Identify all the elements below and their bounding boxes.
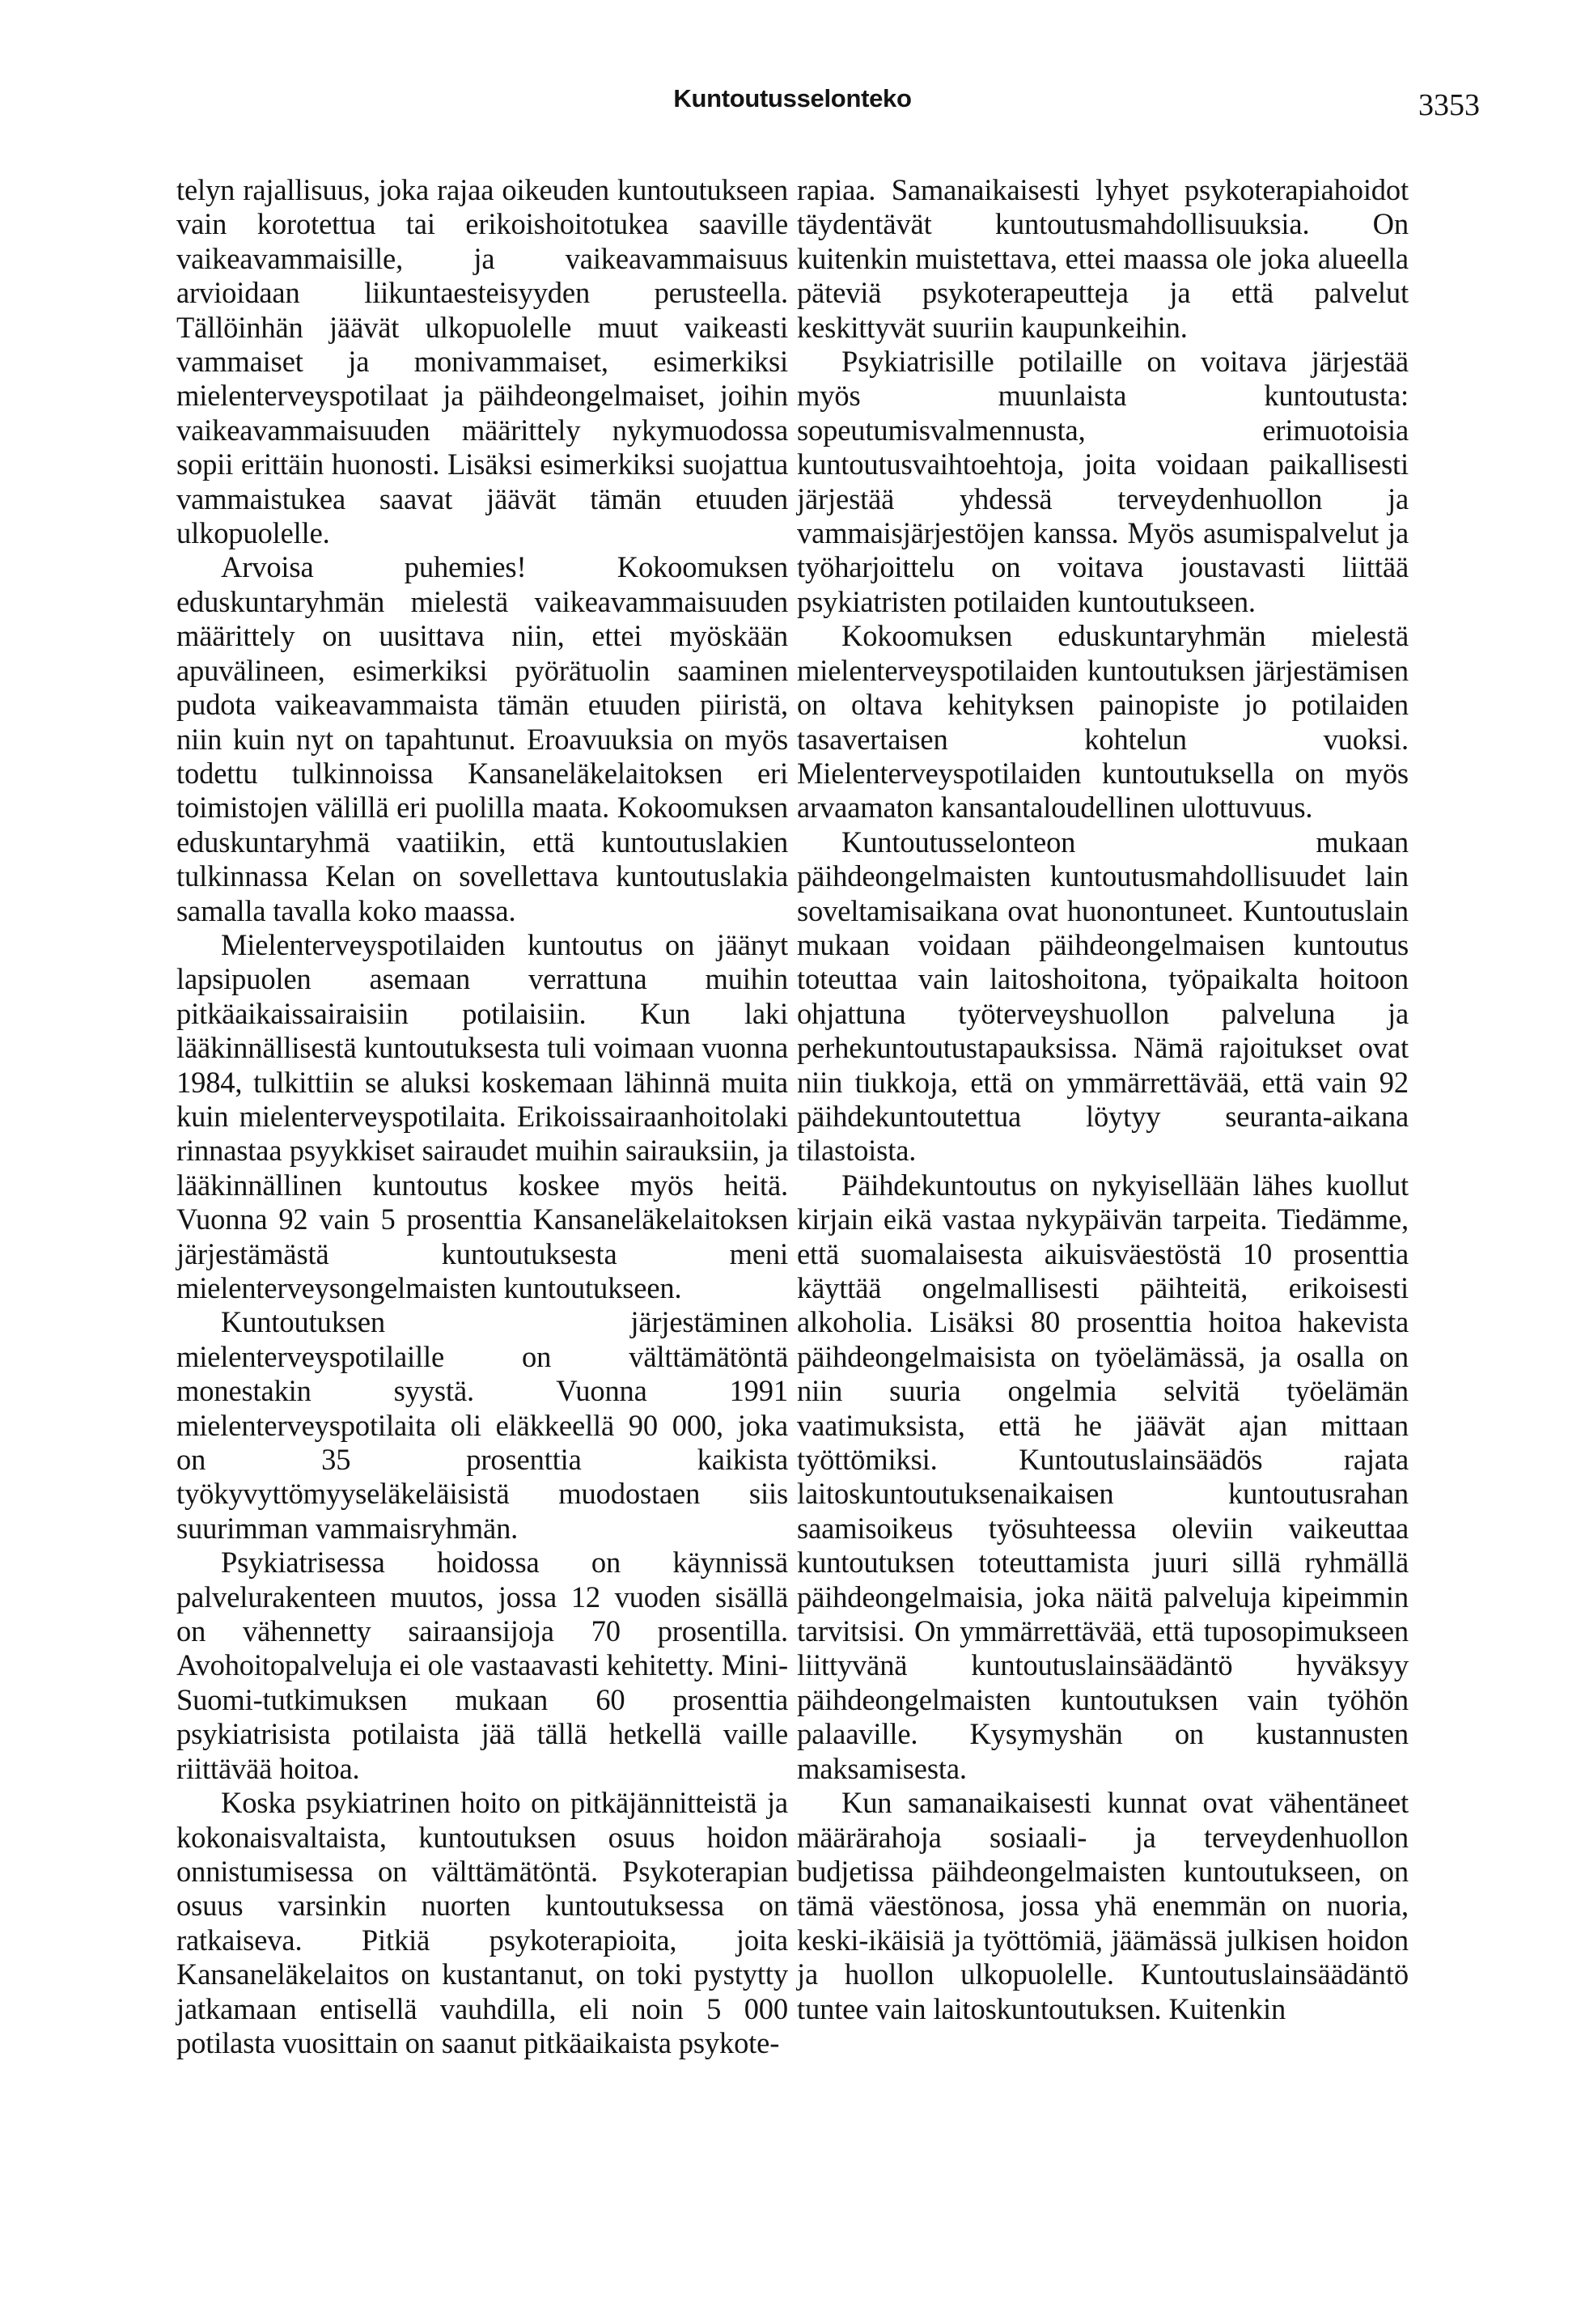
- running-title: Kuntoutusselonteko: [673, 84, 912, 112]
- paragraph: Koska psykiatrinen hoito on pitkäjännitteistä ja kokonaisvaltaista, kuntoutuksen osuus hoidon onnistumisessa on välttämätöntä. Psykoterapian osuus varsinkin nuorten kuntoutuksessa on ratkaiseva. Pitkiä psykoterapioita, joita Kansaneläkelaitos on kustantanut, on toki pystytty jatkamaan entisellä vauhdilla, eli noin 5 000 potilasta vuosittain on saanut pitkäaikaista psykote-: [176, 1786, 788, 2059]
- page-header: [0, 74, 1585, 123]
- paragraph: Psykiatrisille potilaille on voitava järjestää myös muunlaista kuntoutusta: sopeutumisvalmennusta, erimuotoisia kuntoutusvaihtoehtoja, joita voidaan paikallisesti järjestää yhdessä terveydenhuollon ja vammaisjärjestöjen kanssa. Myös asumispalvelut ja työharjoittelu on voitava joustavasti liittää psykiatristen potilaiden kuntoutukseen.: [797, 345, 1409, 618]
- page-number: 3353: [1418, 88, 1480, 122]
- paragraph: telyn rajallisuus, joka rajaa oikeuden kuntoutukseen vain korotettua tai erikoishoitotukea saaville vaikeavammaisille, ja vaikeavammaisuus arvioidaan liikuntaesteisyyden perusteella. Tällöinhän jäävät ulkopuolelle muut vaikeasti vammaiset ja monivammaiset, esimerkiksi mielenterveyspotilaat ja päihdeongelmaiset, joihin vaikeavammaisuuden määrittely nykymuodossa sopii erittäin huonosti. Lisäksi esimerkiksi suojattua vammaistukea saavat jäävät tämän etuuden ulkopuolelle.: [176, 173, 788, 550]
- paragraph: Arvoisa puhemies! Kokoomuksen eduskuntaryhmän mielestä vaikeavammaisuuden määrittely on uusittava niin, ettei myöskään apuvälineen, esimerkiksi pyörätuolin saaminen pudota vaikeavammaista tämän etuuden piiristä, niin kuin nyt on tapahtunut. Eroavuuksia on myös todettu tulkinnoissa Kansaneläkelaitoksen eri toimistojen välillä eri puolilla maata. Kokoomuksen eduskuntaryhmä vaatiikin, että kuntoutuslakien tulkinnassa Kelan on sovellettava kuntoutuslakia samalla tavalla koko maassa.: [176, 550, 788, 927]
- paragraph: Psykiatrisessa hoidossa on käynnissä palvelurakenteen muutos, jossa 12 vuoden sisällä on vähennetty sairaansijoja 70 prosentilla. Avohoitopalveluja ei ole vastaavasti kehitetty. Mini-Suomi-tutkimuksen mukaan 60 prosenttia psykiatrisista potilaista jää tällä hetkellä vaille riittävää hoitoa.: [176, 1546, 788, 1785]
- paragraph: rapiaa. Samanaikaisesti lyhyet psykoterapiahoidot täydentävät kuntoutusmahdollisuuksia. On kuitenkin muistettava, ettei maassa ole joka alueella päteviä psykoterapeutteja ja että palvelut keskittyvät suuriin kaupunkeihin.: [797, 173, 1409, 344]
- paragraph: Kuntoutuksen järjestäminen mielenterveyspotilaille on välttämätöntä monestakin syystä. Vuonna 1991 mielenterveyspotilaita oli eläkkeellä 90 000, joka on 35 prosenttia kaikista työkyvyttömyyseläkeläisistä muodostaen siis suurimman vammaisryhmän.: [176, 1305, 788, 1545]
- right-column: [797, 173, 1409, 2026]
- paragraph: Mielenterveyspotilaiden kuntoutus on jäänyt lapsipuolen asemaan verrattuna muihin pitkäaikaissairaisiin potilaisiin. Kun laki lääkinnällisestä kuntoutuksesta tuli voimaan vuonna 1984, tulkittiin se aluksi koskemaan lähinnä muita kuin mielenterveyspotilaita. Erikoissairaanhoitolaki rinnastaa psyykkiset sairaudet muihin sairauksiin, ja lääkinnällinen kuntoutus koskee myös heitä. Vuonna 92 vain 5 prosenttia Kansaneläkelaitoksen järjestämästä kuntoutuksesta meni mielenterveysongelmaisten kuntoutukseen.: [176, 927, 788, 1304]
- left-column: [176, 173, 788, 2060]
- paragraph: Kun samanaikaisesti kunnat ovat vähentäneet määrärahoja sosiaali- ja terveydenhuollon budjetissa päihdeongelmaisten kuntoutukseen, on tämä väestönosa, jossa yhä enemmän on nuoria, keski-ikäisiä ja työttömiä, jäämässä julkisen hoidon ja huollon ulkopuolelle. Kuntoutuslainsäädäntö tuntee vain laitoskuntoutuksen. Kuitenkin: [797, 1786, 1409, 2025]
- paragraph: Kokoomuksen eduskuntaryhmän mielestä mielenterveyspotilaiden kuntoutuksen järjestämisen on oltava kehityksen painopiste jo potilaiden tasavertaisen kohtelun vuoksi. Mielenterveyspotilaiden kuntoutuksella on myös arvaamaton kansantaloudellinen ulottuvuus.: [797, 619, 1409, 825]
- paragraph: Päihdekuntoutus on nykyisellään lähes kuollut kirjain eikä vastaa nykypäivän tarpeita. Tiedämme, että suomalaisesta aikuisväestöstä 10 prosenttia käyttää ongelmallisesti päihteitä, erikoisesti alkoholia. Lisäksi 80 prosenttia hoitoa hakevista päihdeongelmaisista on työelämässä, ja osalla on niin suuria ongelmia selvitä työelämän vaatimuksista, että he jäävät ajan mittaan työttömiksi. Kuntoutuslainsäädös rajata laitoskuntoutuksenaikaisen kuntoutusrahan saamisoikeus työsuhteessa oleviin vaikeuttaa kuntoutuksen toteuttamista juuri sillä ryhmällä päihdeongelmaisia, joka näitä palveluja kipeimmin tarvitsisi. On ymmärrettävää, että tuposopimukseen liittyvänä kuntoutuslainsäädäntö hyväksyy päihdeongelmaisten kuntoutuksen vain työhön palaaville. Kysymyshän on kustannusten maksamisesta.: [797, 1168, 1409, 1785]
- paragraph: Kuntoutusselonteon mukaan päihdeongelmaisten kuntoutusmahdollisuudet lain soveltamisaikana ovat huonontuneet. Kuntoutuslain mukaan voidaan päihdeongelmaisen kuntoutus toteuttaa vain laitoshoitona, työpaikalta hoitoon ohjattuna työterveyshuollon palveluna ja perhekuntoutustapauksissa. Nämä rajoitukset ovat niin tiukkoja, että on ymmärrettävää, että vain 92 päihdekuntoutettua löytyy seuranta-aikana tilastoista.: [797, 825, 1409, 1168]
